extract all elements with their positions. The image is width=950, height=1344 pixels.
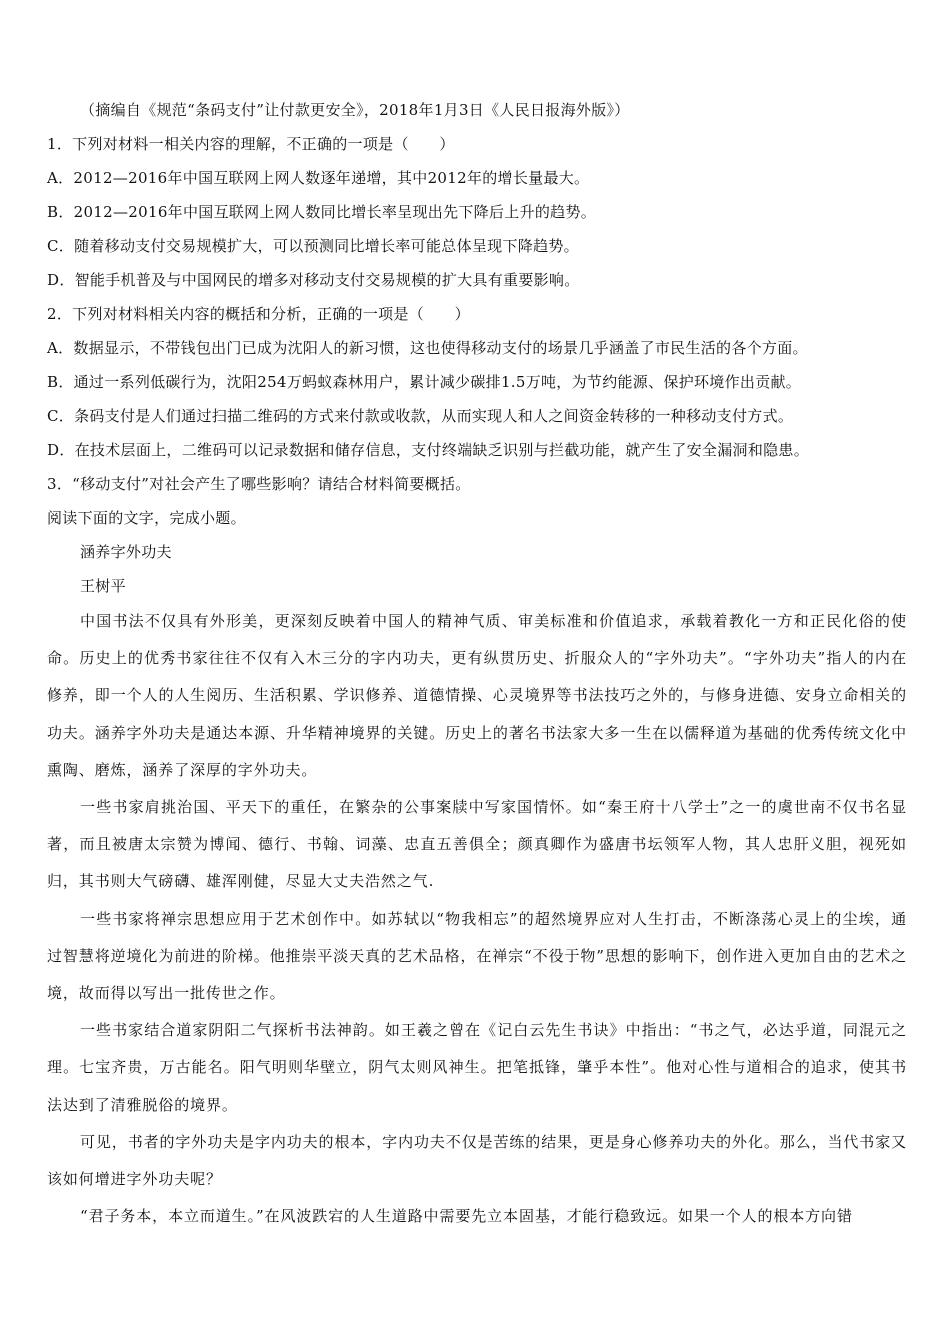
- question-1-option-c: C．随着移动支付交易规模扩大，可以预测同比增长率可能总体呈现下降趋势。: [47, 237, 579, 255]
- essay-paragraph: 一些书家结合道家阴阳二气探析书法神韵。如王羲之曾在《记白云先生书诀》中指出：“书之气，必达乎道，同混元之理。七宝齐贵，万古能名。阳气明则华壁立，阴气太则风神生。把笔抵锋，肇乎本性”。他对心性与道相合的追求，使其书法达到了清雅脱俗的境界。: [47, 1021, 907, 1114]
- question-3-stem: 3．“移动支付”对社会产生了哪些影响？请结合材料简要概括。: [47, 475, 471, 493]
- essay-body: [47, 603, 907, 1235]
- essay-paragraph: 一些书家将禅宗思想应用于艺术创作中。如苏轼以“物我相忘”的超然境界应对人生打击，不断涤荡心灵上的尘埃，通过智慧将逆境化为前进的阶梯。他推崇平淡天真的艺术品格，在禅宗“不役于物”思想的影响下，创作进入更加自由的艺术之境，故而得以写出一批传世之作。: [47, 909, 907, 1003]
- question-1-option-b: B．2012—2016年中国互联网上网人数同比增长率呈现出先下降后上升的趋势。: [47, 203, 597, 221]
- reading-instruction: 阅读下面的文字，完成小题。: [47, 509, 246, 527]
- question-2-option-c: C．条码支付是人们通过扫描二维码的方式来付款或收款，从而实现人和人之间资金转移的一种移动支付方式。: [47, 407, 794, 425]
- essay-paragraph: 一些书家肩挑治国、平天下的重任，在繁杂的公事案牍中写家国情怀。如“秦王府十八学士”之一的虞世南不仅书名显著，而且被唐太宗赞为博闻、德行、书翰、词藻、忠直五善俱全；颜真卿作为盛唐书坛领军人物，其人忠肝义胆，视死如归，其书则大气磅礴、雄浑刚健，尽显大丈夫浩然之气.: [47, 798, 907, 891]
- question-2-stem: 2．下列对材料相关内容的概括和分析，正确的一项是（ ）: [47, 305, 470, 323]
- question-1-option-d: D．智能手机普及与中国网民的增多对移动支付交易规模的扩大具有重要影响。: [47, 271, 580, 289]
- essay-title: 涵养字外功夫: [80, 543, 172, 561]
- essay-paragraph: 中国书法不仅具有外形美，更深刻反映着中国人的精神气质、审美标准和价值追求，承载着教化一方和正民化俗的使命。历史上的优秀书家往往不仅有入木三分的字内功夫，更有纵贯历史、折服众人的“字外功夫”。“字外功夫”指人的内在修养，即一个人的人生阅历、生活积累、学识修养、道德情操、心灵境界等书法技巧之外的，与修身进德、安身立命相关的功夫。涵养字外功夫是通达本源、升华精神境界的关键。历史上的著名书法家大多一生在以儒释道为基础的优秀传统文化中熏陶、磨炼，涵养了深厚的字外功夫。: [47, 612, 907, 779]
- essay-author: 王树平: [80, 577, 126, 595]
- question-2-option-d: D．在技术层面上，二维码可以记录数据和储存信息，支付终端缺乏识别与拦截功能，就产生了安全漏洞和隐患。: [47, 441, 810, 459]
- essay-paragraph: “君子务本，本立而道生。”在风波跌宕的人生道路中需要先立本固基，才能行稳致远。如果一个人的根本方向错: [80, 1207, 853, 1226]
- question-1-stem: 1．下列对材料一相关内容的理解，不正确的一项是（ ）: [47, 135, 455, 153]
- essay-paragraph: 可见，书者的字外功夫是字内功夫的根本，字内功夫不仅是苦练的结果，更是身心修养功夫的外化。那么，当代书家又该如何增进字外功夫呢？: [47, 1132, 907, 1189]
- source-citation: （摘编自《规范“条码支付”让付款更安全》，2018年1月3日《人民日报海外版》）: [80, 101, 630, 119]
- question-1-option-a: A．2012—2016年中国互联网上网人数逐年递增，其中2012年的增长量最大。: [47, 169, 590, 187]
- question-2-option-a: A．数据显示，不带钱包出门已成为沈阳人的新习惯，这也使得移动支付的场景几乎涵盖了市民生活的各个方面。: [47, 339, 808, 357]
- question-2-option-b: B．通过一系列低碳行为，沈阳254万蚂蚁森林用户，累计减少碳排1.5万吨，为节约能源、保护环境作出贡献。: [47, 373, 802, 391]
